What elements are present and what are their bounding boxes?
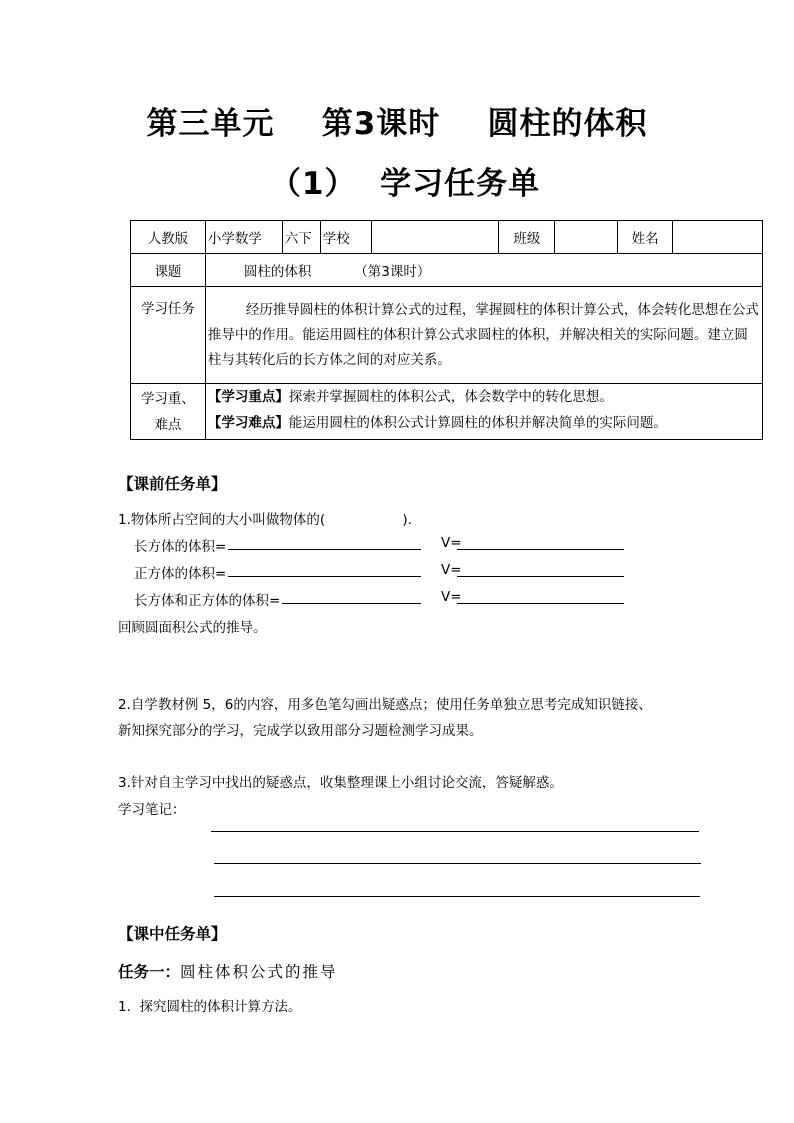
cube-volume-label: 正方体的体积=	[134, 566, 227, 582]
focus-label	[131, 384, 206, 440]
notes-line-3[interactable]	[214, 896, 700, 897]
task-1-name: 圆柱体积公式的推导	[180, 963, 338, 981]
task-1-title	[118, 960, 338, 982]
cube-v-blank[interactable]	[457, 576, 624, 577]
focus-label-line2: 难点	[154, 416, 182, 433]
difficult-point-text: 能运用圆柱的体积公式计算圆柱的体积并解决简单的实际问题。	[288, 415, 667, 431]
difficult-point	[208, 410, 760, 436]
info-row-focus	[131, 384, 763, 440]
in-class-heading: 【课中任务单】	[118, 925, 227, 943]
both-volume-label: 长方体和正方体的体积=	[134, 593, 281, 609]
cuboid-v-label: V=	[441, 535, 462, 551]
class-label: 班级	[499, 221, 555, 254]
task-1-item-1: 1. 探究圆柱的体积计算方法。	[118, 999, 302, 1015]
question-2-line2: 新知探究部分的学习，完成学以致用部分习题检测学习成果。	[118, 723, 483, 739]
pre-class-heading: 【课前任务单】	[118, 475, 227, 493]
notes-line-2[interactable]	[214, 863, 701, 864]
both-v-blank[interactable]	[457, 603, 624, 604]
notes-line-1[interactable]	[211, 831, 699, 832]
task-label: 学习任务	[131, 287, 206, 384]
edition-cell: 人教版	[131, 221, 206, 254]
grade-cell: 六下	[282, 221, 320, 254]
cuboid-volume-label: 长方体的体积=	[134, 539, 227, 555]
name-label: 姓名	[618, 221, 673, 254]
both-v-label: V=	[441, 589, 462, 605]
cube-v-label: V=	[441, 562, 462, 578]
info-row-header	[131, 221, 763, 254]
notes-label: 学习笔记：	[118, 802, 186, 818]
focus-value	[205, 384, 762, 440]
question-2-line1: 2.自学教材例 5，6的内容，用多色笔勾画出疑惑点；使用任务单独立思考完成知识链接、	[118, 697, 652, 713]
name-field[interactable]	[673, 221, 763, 254]
task-1-prefix: 任务一：	[118, 963, 181, 981]
difficult-point-tag: 【学习难点】	[207, 415, 289, 431]
cuboid-volume-blank[interactable]	[228, 549, 421, 550]
question-3: 3.针对自主学习中找出的疑惑点，收集整理课上小组讨论交流，答疑解惑。	[118, 775, 563, 791]
school-label: 学校	[320, 221, 371, 254]
document-subtitle: （1） 学习任务单	[269, 166, 541, 202]
both-volume-blank[interactable]	[282, 603, 421, 604]
info-table	[130, 220, 763, 440]
cuboid-v-blank[interactable]	[457, 549, 624, 550]
focus-label-line1: 学习重、	[140, 390, 195, 407]
topic-value: 圆柱的体积 （第3课时）	[205, 254, 762, 287]
review-circle-area: 回顾圆面积公式的推导。	[118, 620, 267, 636]
key-point-text: 探索并掌握圆柱的体积公式，体会数学中的转化思想。	[288, 389, 613, 405]
school-field[interactable]	[371, 221, 499, 254]
document-title: 第三单元 第3课时 圆柱的体积	[146, 106, 648, 142]
question-1: 1.物体所占空间的大小叫做物体的( ).	[118, 512, 412, 528]
subject-cell: 小学数学	[205, 221, 282, 254]
cube-volume-blank[interactable]	[228, 576, 421, 577]
key-point-tag: 【学习重点】	[207, 389, 289, 405]
class-field[interactable]	[555, 221, 618, 254]
info-row-topic	[131, 254, 763, 287]
key-point	[208, 384, 760, 410]
info-row-task	[131, 287, 763, 384]
task-value: 经历推导圆柱的体积计算公式的过程，掌握圆柱的体积计算公式，体会转化思想在公式推导中的作用。能运用圆柱的体积计算公式求圆柱的体积，并解决相关的实际问题。建立圆柱与其转化后的长方体之间的对应关系。	[205, 287, 762, 384]
topic-label: 课题	[131, 254, 206, 287]
